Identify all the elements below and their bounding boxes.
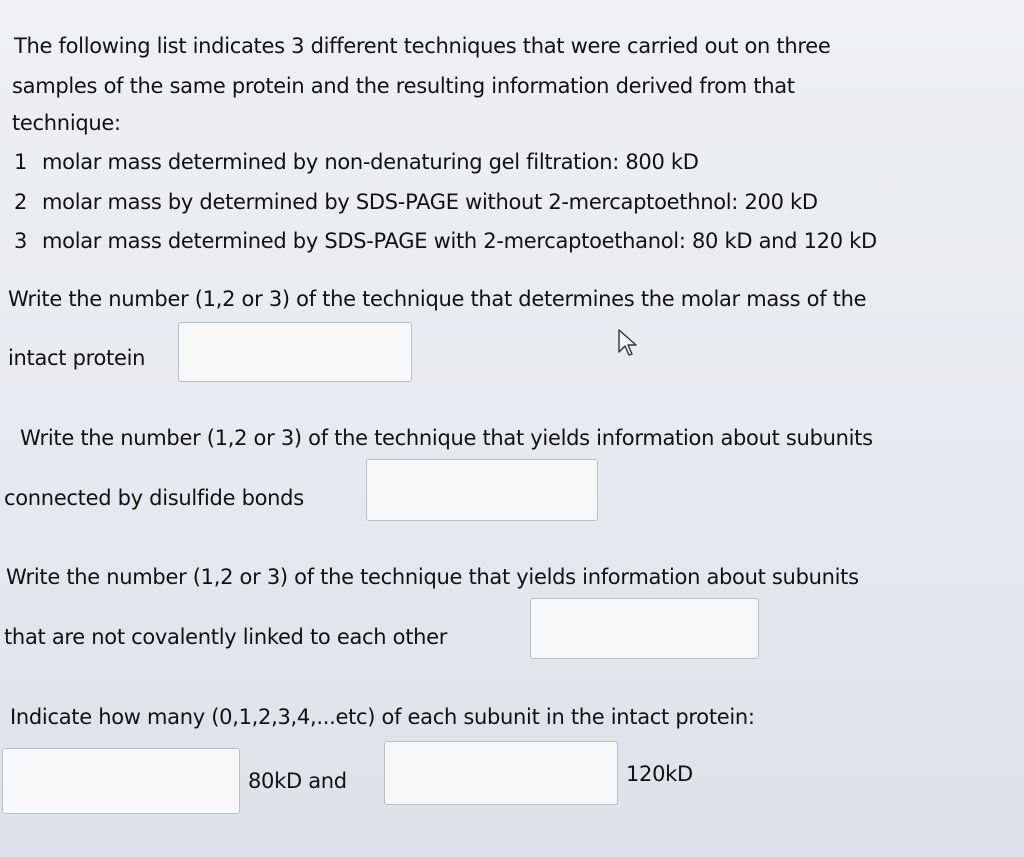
technique-3-text: molar mass determined by SDS-PAGE with 2-mercaptoethanol: 80 kD and 120 kD bbox=[42, 229, 877, 253]
intro-line-1: The following list indicates 3 different techniques that were carried out on three bbox=[14, 34, 831, 58]
technique-3-number: 3 bbox=[14, 229, 28, 253]
question-2-line-1: Write the number (1,2 or 3) of the technique that yields information about subunits bbox=[20, 426, 873, 450]
disulfide-subunits-answer-input[interactable] bbox=[366, 459, 598, 521]
noncovalent-subunits-answer-input[interactable] bbox=[530, 598, 759, 659]
technique-1-number: 1 bbox=[14, 150, 28, 174]
technique-1-text: molar mass determined by non-denaturing gel filtration: 800 kD bbox=[42, 150, 699, 174]
intact-protein-answer-input[interactable] bbox=[178, 322, 412, 382]
subunit-80kd-count-input[interactable] bbox=[2, 748, 240, 814]
question-3-line-1: Write the number (1,2 or 3) of the technique that yields information about subunits bbox=[6, 565, 859, 589]
question-1-line-1: Write the number (1,2 or 3) of the technique that determines the molar mass of the bbox=[8, 287, 867, 311]
subunit-120kd-label: 120kD bbox=[626, 762, 693, 786]
question-1-line-2: intact protein bbox=[8, 346, 146, 370]
subunit-80kd-label: 80kD and bbox=[248, 769, 347, 793]
mouse-pointer-icon bbox=[617, 328, 641, 358]
question-2-line-2: connected by disulfide bonds bbox=[4, 486, 304, 510]
technique-2-text: molar mass by determined by SDS-PAGE without 2-mercaptoethnol: 200 kD bbox=[42, 190, 818, 214]
subunit-120kd-count-input[interactable] bbox=[384, 741, 618, 805]
intro-line-2: samples of the same protein and the resulting information derived from that bbox=[12, 74, 795, 98]
question-3-line-2: that are not covalently linked to each other bbox=[4, 625, 448, 649]
technique-2-number: 2 bbox=[14, 190, 28, 214]
intro-line-3: technique: bbox=[12, 111, 121, 135]
subunits-prompt: Indicate how many (0,1,2,3,4,...etc) of each subunit in the intact protein: bbox=[10, 705, 755, 729]
